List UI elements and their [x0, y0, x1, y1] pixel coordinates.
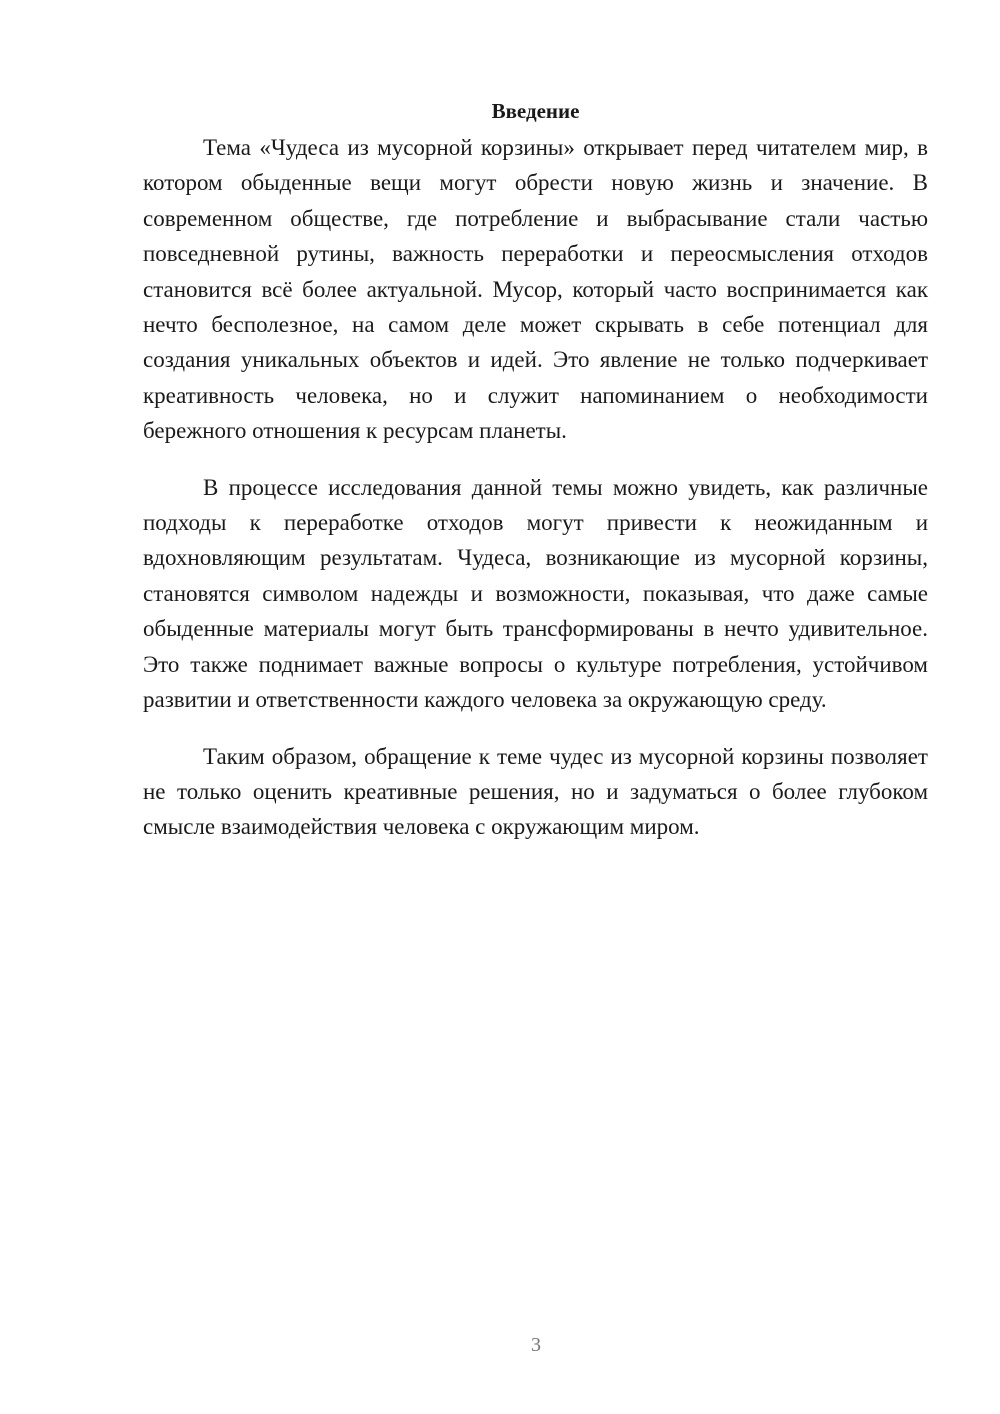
- page-number: 3: [531, 1334, 541, 1356]
- paragraph-2: В процессе исследования данной темы можно увидеть, как различные подходы к переработке отходов могут привести к неожиданным и вдохновляющим результатам. Чудеса, возникающие из мусорной корзины, становятся символом надежды и возможности, показывая, что даже самые обыденные материалы могут быть трансформированы в нечто удивительное. Это также поднимает важные вопросы о культуре потребления, устойчивом развитии и ответственности каждого человека за окружающую среду.: [143, 474, 928, 713]
- paragraph-1: Тема «Чудеса из мусорной корзины» открывает перед читателем мир, в котором обыденные вещи могут обрести новую жизнь и значение. В современном обществе, где потребление и выбрасывание стали частью повседневной рутины, важность переработки и переосмысления отходов становится всё более актуальной. Мусор, который часто воспринимается как нечто бесполезное, на самом деле может скрывать в себе потенциал для создания уникальных объектов и идей. Это явление не только подчеркивает креативность человека, но и служит напоминанием о необходимости бережного отношения к ресурсам планеты.: [143, 135, 928, 444]
- page-content: [143, 94, 928, 845]
- paragraph-3: Таким образом, обращение к теме чудес из мусорной корзины позволяет не только оценить креативные решения, но и задуматься о более глубоком смысле взаимодействия человека с окружающим миром.: [143, 743, 928, 840]
- section-heading: Введение: [491, 99, 580, 123]
